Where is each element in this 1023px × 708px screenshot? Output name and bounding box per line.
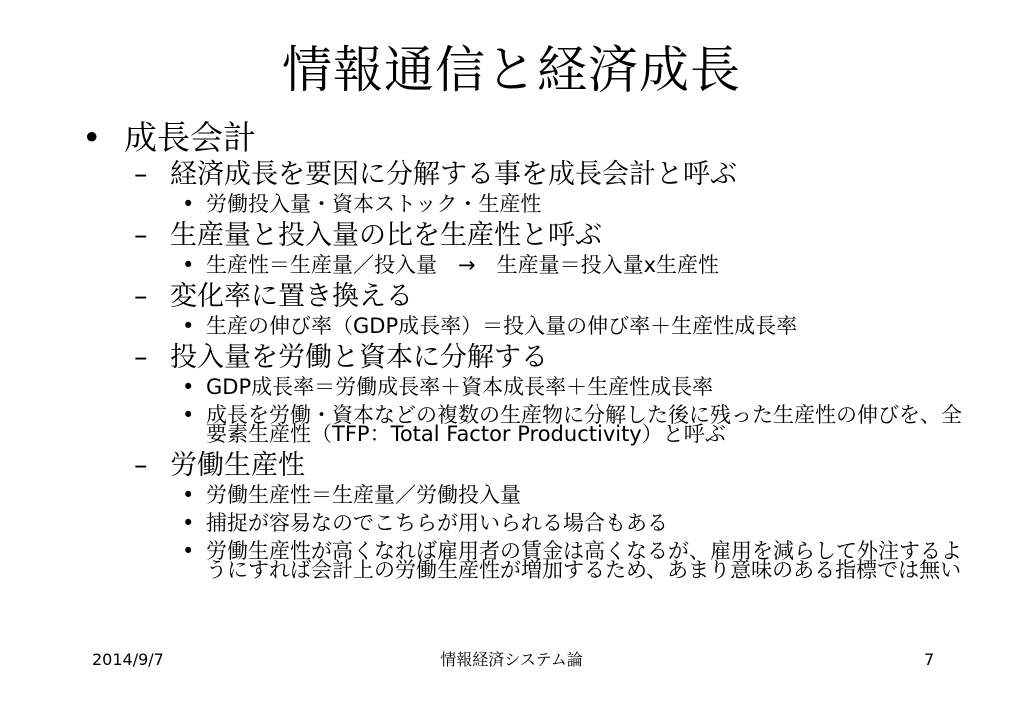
dash-marker: – <box>134 220 148 251</box>
slide-title: 情報通信と経済成長 <box>282 41 741 99</box>
level3-item <box>82 191 982 219</box>
footer-date: 2014/9/7 <box>92 650 164 669</box>
level1-item <box>82 118 982 158</box>
bullet-marker: • <box>182 511 195 535</box>
bullet-marker: • <box>182 253 195 277</box>
level3-text: 生産性＝生産量／投入量 → 生産量＝投入量x生産性 <box>206 253 720 277</box>
dash-marker: – <box>134 450 148 481</box>
dash-marker: – <box>134 342 148 373</box>
level3-text: 成長を労働・資本などの複数の生産物に分解した後に残った生産性の伸びを、全要素生産性（TFP：Total Factor Productivity）と呼ぶ <box>206 403 962 446</box>
level2-item <box>82 280 982 313</box>
level2-text: 労働生産性 <box>170 450 305 481</box>
level3-item <box>82 538 982 585</box>
bullet-marker: • <box>182 403 195 427</box>
level2-item <box>82 341 982 374</box>
level3-item <box>82 313 982 341</box>
level3-item <box>82 482 982 510</box>
dash-marker: – <box>134 159 148 190</box>
level2-text: 変化率に置き換える <box>170 281 413 312</box>
level3-text: 生産の伸び率（GDP成長率）＝投入量の伸び率＋生産性成長率 <box>206 314 798 338</box>
bullet-marker: • <box>182 192 195 216</box>
slide-body <box>82 118 982 585</box>
level3-item <box>82 374 982 402</box>
level3-text: 捕捉が容易なのでこちらが用いられる場合もある <box>206 511 668 535</box>
level1-text: 成長会計 <box>124 118 256 157</box>
level2-item <box>82 449 982 482</box>
bullet-marker: • <box>82 118 102 157</box>
bullet-marker: • <box>182 483 195 507</box>
footer-course-title: 情報経済システム論 <box>440 650 583 669</box>
level2-text: 生産量と投入量の比を生産性と呼ぶ <box>170 220 602 251</box>
level3-item <box>82 510 982 538</box>
bullet-marker: • <box>182 539 195 563</box>
bullet-marker: • <box>182 375 195 399</box>
level3-item <box>82 252 982 280</box>
footer-page-number: 7 <box>924 650 935 669</box>
level3-text: 労働投入量・資本ストック・生産性 <box>206 192 542 216</box>
level2-text: 経済成長を要因に分解する事を成長会計と呼ぶ <box>170 159 737 190</box>
level3-text: 労働生産性＝生産量／労働投入量 <box>206 483 521 507</box>
level2-item <box>82 219 982 252</box>
level2-text: 投入量を労働と資本に分解する <box>170 342 548 373</box>
level3-text: GDP成長率＝労働成長率＋資本成長率＋生産性成長率 <box>206 375 714 399</box>
dash-marker: – <box>134 281 148 312</box>
level3-item <box>82 402 982 449</box>
level3-text: 労働生産性が高くなれば雇用者の賃金は高くなるが、雇用を減らして外注するようにすれば会計上の労働生産性が増加するため、あまり意味のある指標では無い <box>206 539 962 582</box>
level2-item <box>82 158 982 191</box>
bullet-marker: • <box>182 314 195 338</box>
